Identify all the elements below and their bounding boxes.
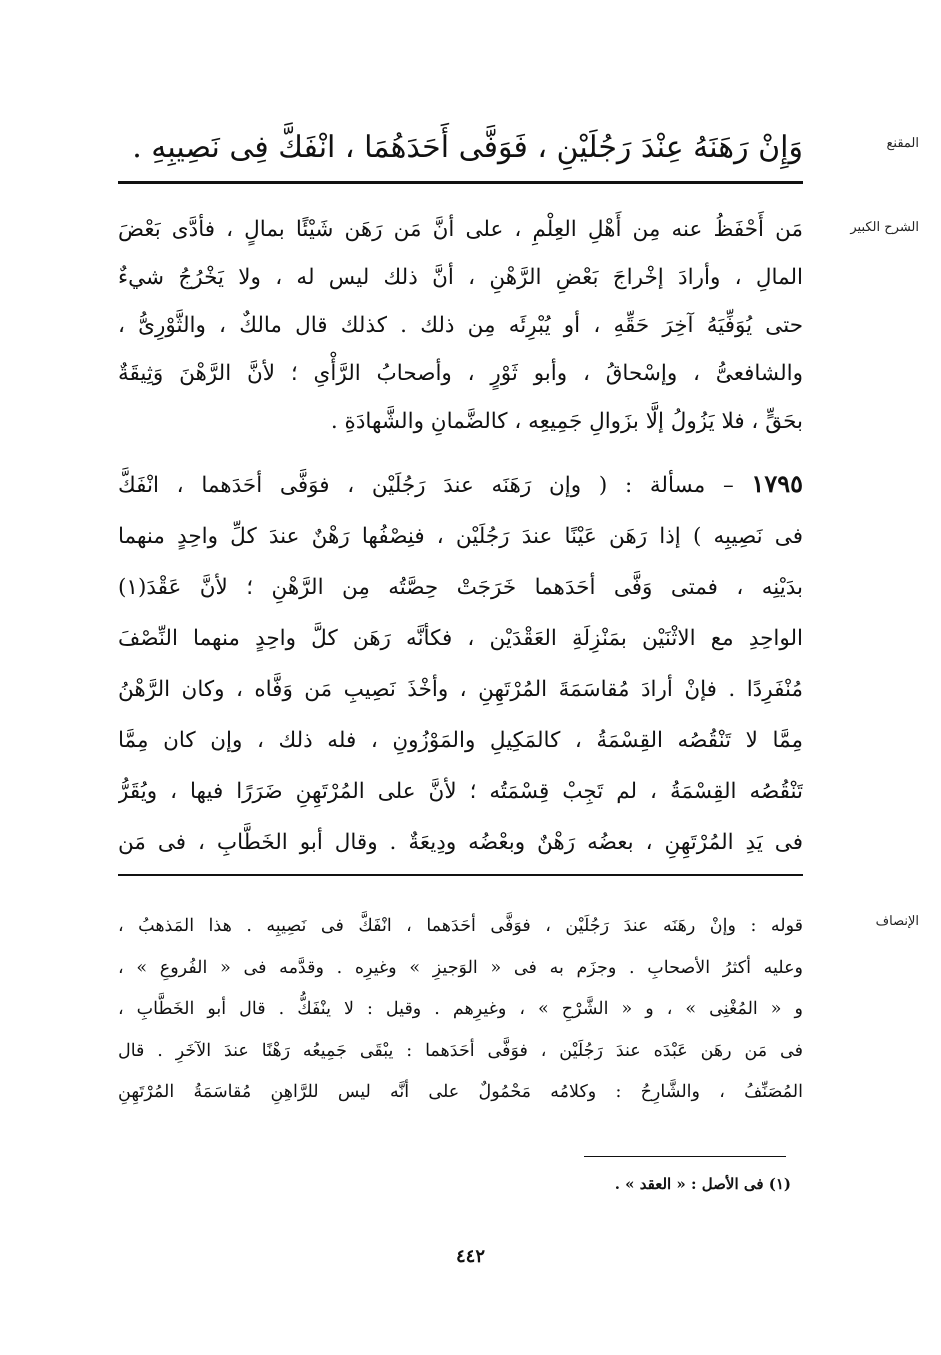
masala-line: فى يَدِ المُرْتَهِنِ ، بعضُه رَهْنٌ وبعْضُه ودِيعَةٌ . وقال أبو الخَطَّابِ ، فى مَن xyxy=(118,830,803,855)
muqni-line: وَإِنْ رَهَنَهُ عِنْدَ رَجُلَيْنِ ، فَوَفَّى أَحَدَهُمَا ، انْفَكَّ فِى نَصِيبِهِ . xyxy=(132,130,803,165)
sharh-line: بحَقٍّ ، فلا يَزُولُ إلَّا بزَوالِ جَمِيعِه ، كالضَّمانِ والشَّهادَةِ . xyxy=(330,409,803,434)
masala-line: فى نَصِيبِه ) إذا رَهَن عَيْنًا عندَ رَجُلَيْن ، فنِصْفُها رَهْنٌ عندَ كلِّ واحِدٍ منهما xyxy=(118,524,803,549)
insaf-line: و « المُغْنِى » ، و « الشَّرْحِ » ، وغيرِهم . وقيل : لا ينْفَكُّ . قال أبو الخَطَّابِ ، xyxy=(118,999,803,1019)
masala-number: ١٧٩٥ xyxy=(751,469,803,498)
insaf-line: وعليه أكثرُ الأصحابِ . وجزَم به فى « الوَجيزِ » وغيرِه . وقدَّمه فى « الفُروعِ » ، xyxy=(118,957,803,978)
footnote-divider xyxy=(584,1156,786,1157)
masala-line xyxy=(118,458,803,511)
masala-text xyxy=(118,458,803,868)
label-sharh: الشرح الكبير xyxy=(850,220,919,235)
sharh-text xyxy=(118,206,803,446)
label-muqni: المقنع xyxy=(886,136,919,151)
header-divider xyxy=(118,181,803,184)
footnote: (١) فى الأصل : « العقد » . xyxy=(614,1175,791,1193)
section-divider xyxy=(118,874,803,876)
masala-line: مُنْفَرِدًا . فإنْ أرادَ مُقاسَمَةَ المُرْتَهِنِ ، وأخْذَ نَصِيبِ مَن وَفَّاه ، وكان الرَّهْنُ xyxy=(118,677,803,702)
insaf-text xyxy=(118,906,803,1114)
sharh-line: والشافعىُّ ، وإسْحاقُ ، وأبو ثَوْرٍ ، وأصحابُ الرَّأْىِ ؛ لأنَّ الرَّهْنَ وَثِيقَةٌ xyxy=(118,361,803,386)
page-number: ٤٤٢ xyxy=(455,1246,485,1267)
masala-heading: – مسألة : ( وإن رَهَنَه عندَ رَجُلَيْن ، فوَفَّى أحَدَهما ، انْفَكَّ xyxy=(118,473,734,498)
masala-line: بدَيْنِه ، فمتى وَفَّى أحَدَهما خَرَجَتْ حِصَّتُه مِن الرَّهْنِ ؛ لأنَّ عَقْدَ(١) xyxy=(118,575,803,600)
insaf-line: المُصَنِّفُ ، والشَّارِحُ : وكلامُه مَحْمُولٌ على أنَّه ليس للرَّاهِنِ مُقاسَمَةُ المُرْتَهِنِ xyxy=(118,1082,803,1102)
sharh-line: مَن أَحْفَظُ عنه مِن أَهْلِ العِلْمِ ، على أنَّ مَن رَهَن شَيْئًا بمالٍ ، فأدَّى بَعْضَ xyxy=(118,217,803,242)
sharh-line: حتى يُوَفِّيَهُ آخِرَ حَقِّهِ ، أو يُبْرِئَه مِن ذلك . كذلك قال مالكٌ ، والثَّوْرِىُّ ، xyxy=(118,313,803,338)
masala-line: مِمَّا لا تَنْقُصُه القِسْمَةُ ، كالمَكِيلِ والمَوْزُونِ ، فله ذلك ، وإن كان مِمَّا xyxy=(118,728,803,753)
masala-line: تَنْقُصُه القِسْمَةُ ، لم تَجِبْ قِسْمَتُه ؛ لأنَّ على المُرْتَهِنِ ضَرَرًا فيها ، ويُقَرُّ xyxy=(118,779,803,804)
masala-line: الواحِدِ مع الاثْنَيْن بمَنْزِلَةِ العَقْدَيْن ، فكأنَّه رَهَن كلَّ واحِدٍ منهما النِّصْفَ xyxy=(118,626,803,651)
sharh-line: المالِ ، وأرادَ إخْراجَ بَعْضِ الرَّهْنِ ، أنَّ ذلك ليس له ، ولا يَخْرُجُ شيءٌ xyxy=(118,265,803,290)
insaf-line: فى مَن رهَن عَبْدَه عندَ رَجُلَيْن ، فوَفَّى أحَدَهما : يبْقَى جَمِيعُه رَهْنًا عندَ الآخَرِ . قال xyxy=(118,1040,803,1061)
insaf-line: قوله : وإنْ رهَنَه عندَ رَجُلَيْن ، فوَفَّى أحَدَهما ، انْفَكَّ فى نَصِيبِه . هذا المَذهبُ ، xyxy=(118,916,803,936)
label-insaf: الإنصاف xyxy=(875,914,919,929)
muqni-text xyxy=(118,118,803,178)
